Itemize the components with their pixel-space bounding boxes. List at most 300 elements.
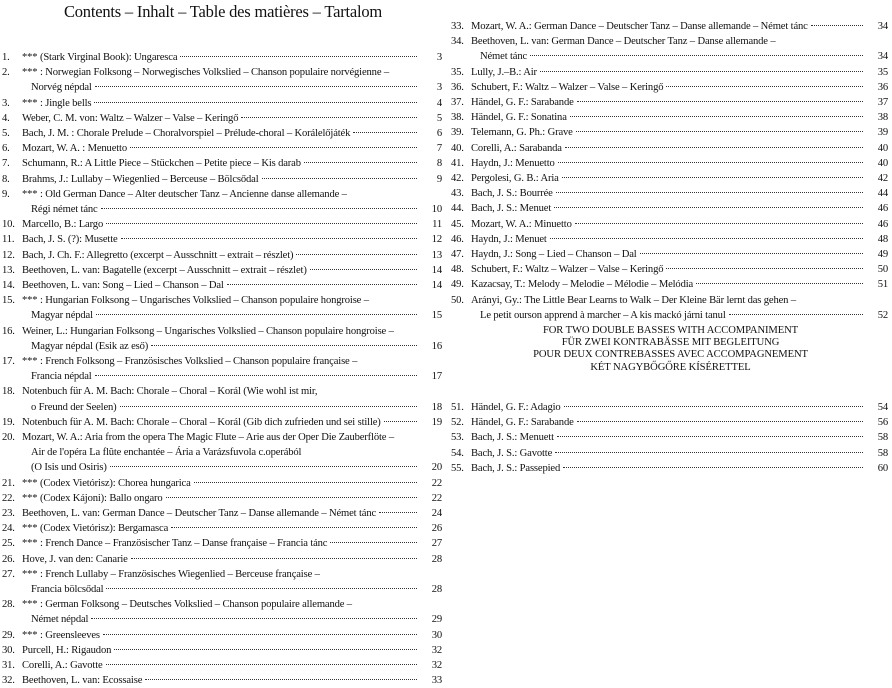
toc-entry	[449, 262, 892, 277]
entry-number: 54.	[451, 447, 464, 459]
entry-number: 27.	[2, 568, 15, 580]
entry-title-line	[22, 521, 420, 536]
entry-page-number: 16	[431, 340, 442, 352]
entry-page-number: 27	[431, 538, 442, 550]
entry-page-number: 46	[877, 203, 888, 215]
dot-leader	[106, 587, 417, 589]
entry-page-number: 7	[436, 143, 442, 155]
entry-title-text: Brahms, J.: Lullaby – Wiegenlied – Berceuse – Bölcsődal	[22, 173, 259, 185]
entry-title-text: *** (Codex Kájoni): Ballo ongaro	[22, 492, 163, 504]
entry-page-number: 32	[431, 644, 442, 656]
dot-leader	[103, 633, 417, 635]
dot-leader	[379, 511, 417, 513]
dot-leader	[384, 420, 417, 422]
entry-title-line	[471, 430, 866, 445]
entry-title-text: Beethoven, L. van: Bagatelle (excerpt – Ausschnitt – extrait – részlet)	[22, 264, 307, 276]
toc-entry	[449, 446, 892, 461]
dot-leader	[564, 405, 863, 407]
entry-title-text: Haydn, J.: Menuetto	[471, 157, 555, 169]
dot-leader	[577, 100, 863, 102]
entry-title-text: Bach, J. S. (?): Musette	[22, 234, 118, 246]
dot-leader	[171, 526, 417, 528]
entry-page-number: 34	[877, 51, 888, 63]
entry-page-number: 19	[431, 416, 442, 428]
toc-entry	[0, 248, 446, 263]
entry-title-line	[22, 658, 420, 673]
entry-title-text: Kazacsay, T.: Melody – Melodie – Mélodie – Melódia	[471, 279, 694, 291]
entry-title-line	[22, 278, 420, 293]
dot-leader	[96, 313, 417, 315]
entry-title-text: *** : French Lullaby – Französisches Wiegenlied – Berceuse française –	[22, 568, 320, 580]
entry-title-line	[471, 19, 866, 34]
entry-page-number: 54	[877, 402, 888, 413]
dot-leader	[101, 207, 417, 209]
dot-leader	[106, 222, 417, 224]
entry-title-line	[471, 171, 866, 186]
entry-number: 28.	[2, 599, 15, 611]
toc-entry	[449, 277, 892, 292]
entry-number: 2.	[2, 67, 10, 79]
entry-page-number: 52	[877, 309, 888, 321]
entry-page-number: 56	[877, 417, 888, 429]
entry-title-line	[22, 673, 420, 688]
entry-number: 46.	[451, 233, 464, 245]
entry-title-line	[22, 126, 420, 141]
toc-entry	[0, 430, 446, 476]
heading-line: POUR DEUX CONTREBASSES AVEC ACCOMPAGNEMENT	[533, 349, 808, 361]
toc-entry	[0, 476, 446, 491]
entry-title-text: Beethoven, L. van: German Dance – Deutscher Tanz – Danse allemande –	[471, 36, 776, 48]
entry-number: 29.	[2, 629, 15, 641]
entry-page-number: 3	[436, 52, 442, 63]
entry-title-line	[22, 445, 420, 460]
toc-entry	[0, 324, 446, 354]
entry-title-line	[22, 187, 420, 202]
entry-page-number: 40	[877, 157, 888, 169]
entry-page-number: 34	[877, 21, 888, 32]
entry-page-number: 5	[436, 112, 442, 124]
toc-entry	[449, 430, 892, 445]
toc-entry	[0, 217, 446, 232]
entry-title-text: *** : Norwegian Folksong – Norwegisches Volkslied – Chanson populaire norvégienne –	[22, 67, 390, 79]
entry-title-text: *** : French Dance – Französischer Tanz – Danse française – Francia tánc	[22, 538, 328, 550]
entry-number: 44.	[451, 203, 464, 215]
entry-page-number: 44	[877, 188, 888, 200]
dot-leader	[570, 115, 863, 117]
heading-line: FOR TWO DOUBLE BASSES WITH ACCOMPANIMENT	[542, 325, 799, 336]
dot-leader	[95, 374, 417, 376]
toc-entry	[0, 126, 446, 141]
entry-number: 48.	[451, 264, 464, 276]
entry-title-text: Beethoven, L. van: Song – Lied – Chanson – Dal	[22, 280, 224, 291]
entry-page-number: 20	[431, 462, 442, 474]
entry-title-text: Schumann, R.: A Little Piece – Stückchen – Petite piece – Kis darab	[22, 158, 301, 170]
entry-title-line	[471, 247, 866, 262]
entry-title-text: Bach, J. S.: Menuet	[471, 203, 552, 215]
entry-title-line	[22, 400, 420, 415]
entry-page-number: 35	[877, 66, 888, 78]
entry-number: 19.	[2, 416, 15, 428]
entry-page-number: 22	[431, 477, 442, 489]
entry-title-line	[471, 125, 866, 140]
toc-entry	[449, 80, 892, 95]
toc-entry	[0, 278, 446, 293]
toc-entry	[0, 65, 446, 95]
entry-page-number: 29	[431, 614, 442, 626]
entry-page-number: 26	[431, 523, 442, 535]
entry-title-line	[471, 201, 866, 216]
entry-page-number: 51	[877, 279, 888, 291]
dot-leader	[262, 177, 418, 179]
entry-title-line	[22, 476, 420, 491]
entry-title-line	[22, 506, 420, 521]
toc-entry	[0, 552, 446, 567]
entry-title-text: Hove, J. van den: Canarie	[22, 553, 128, 565]
entry-title-text: Weiner, L.: Hungarian Folksong – Ungarisches Volkslied – Chanson populaire hongroise –	[22, 325, 394, 337]
entry-title-text: o Freund der Seelen)	[31, 401, 117, 413]
dot-leader	[121, 237, 417, 239]
entry-page-number: 58	[877, 447, 888, 459]
toc-entry	[0, 50, 446, 65]
entry-page-number: 17	[431, 371, 442, 383]
entry-page-number: 42	[877, 173, 888, 184]
entry-title-text: Bach, J. S.: Passepied	[471, 462, 561, 474]
entry-number: 36.	[451, 81, 464, 93]
entry-title-text: Francia bölcsődal	[31, 583, 104, 595]
entry-number: 17.	[2, 356, 15, 367]
entry-page-number: 38	[877, 112, 888, 124]
entry-number: 39.	[451, 127, 464, 139]
entry-title-line	[471, 34, 866, 49]
entry-number: 40.	[451, 142, 464, 154]
entry-title-line	[22, 141, 420, 156]
entry-title-line	[22, 597, 420, 612]
entry-title-text: Bach, J. M. : Chorale Prelude – Choralvorspiel – Prélude-choral – Korálelőjáték	[22, 128, 351, 139]
entry-title-line	[471, 141, 866, 156]
toc-entry	[449, 171, 892, 186]
entry-number: 11.	[2, 234, 15, 246]
entry-title-line	[471, 49, 866, 64]
entry-title-line	[471, 277, 866, 292]
entry-number: 30.	[2, 644, 15, 656]
entry-page-number: 37	[877, 97, 888, 108]
entry-number: 4.	[2, 112, 10, 124]
dot-leader	[145, 678, 417, 680]
entry-page-number: 6	[436, 128, 442, 139]
toc-entry	[449, 415, 892, 430]
entry-title-text: Arányi, Gy.: The Little Bear Learns to Walk – Der Kleine Bär lernt das gehen –	[471, 294, 796, 306]
entry-page-number: 15	[431, 310, 442, 322]
entry-number: 35.	[451, 66, 464, 78]
entry-number: 50.	[451, 294, 464, 306]
entry-title-text: Corelli, A.: Gavotte	[22, 660, 103, 671]
accompaniment-heading	[449, 325, 892, 374]
entry-title-line	[22, 567, 420, 582]
entry-title-line	[22, 628, 420, 643]
entry-title-line	[22, 248, 420, 263]
entry-number: 9.	[2, 188, 10, 200]
dot-leader	[330, 541, 417, 543]
dot-leader	[577, 420, 863, 422]
dot-leader	[811, 24, 863, 26]
dot-leader	[550, 237, 863, 239]
entry-page-number: 60	[877, 462, 888, 474]
entry-number: 6.	[2, 143, 10, 155]
toc-entry	[0, 172, 446, 187]
dot-leader	[729, 313, 863, 315]
dot-leader	[94, 101, 417, 103]
entry-title-text: Francia népdal	[31, 371, 92, 383]
toc-entry	[449, 65, 892, 80]
entry-title-text: Mozart, W. A.: Aria from the opera The Magic Flute – Arie aus der Oper Die Zauberflöte –	[22, 432, 394, 443]
dot-leader	[180, 55, 417, 57]
entry-number: 49.	[451, 279, 464, 291]
dot-leader	[310, 268, 417, 270]
toc-entry	[449, 217, 892, 232]
entry-title-line	[471, 293, 866, 308]
toc-entry	[0, 643, 446, 658]
toc-entry	[449, 232, 892, 247]
dot-leader	[95, 85, 417, 87]
entry-number: 10.	[2, 219, 15, 231]
entry-title-line	[22, 293, 420, 308]
toc-entry	[449, 141, 892, 156]
entry-title-text: Haydn, J.: Song – Lied – Chanson – Dal	[471, 249, 637, 260]
entry-title-text: Corelli, A.: Sarabanda	[471, 142, 562, 154]
entry-number: 22.	[2, 492, 15, 504]
entry-page-number: 12	[431, 234, 442, 246]
entry-title-text: Pergolesi, G. B.: Aria	[471, 173, 559, 184]
toc-entry	[0, 673, 446, 688]
dot-leader	[554, 206, 863, 208]
entry-title-text: Beethoven, L. van: German Dance – Deutscher Tanz – Danse allemande – Német tánc	[22, 508, 377, 519]
entry-title-line	[471, 232, 866, 247]
entry-title-line	[22, 80, 420, 95]
toc-entry	[0, 506, 446, 521]
entry-page-number: 9	[436, 173, 442, 185]
dot-leader	[131, 557, 417, 559]
toc-entry	[0, 187, 446, 217]
entry-title-text: Schubert, F.: Waltz – Walzer – Valse – Keringő	[471, 81, 664, 93]
dot-leader	[530, 54, 863, 56]
entry-title-text: Német tánc	[480, 51, 528, 63]
entry-page-number: 30	[431, 629, 442, 641]
entry-page-number: 13	[431, 249, 442, 261]
entry-title-line	[22, 324, 420, 339]
dot-leader	[562, 176, 863, 178]
toc-entry	[449, 186, 892, 201]
entry-title-line	[22, 217, 420, 232]
entry-title-text: Telemann, G. Ph.: Grave	[471, 127, 573, 139]
toc-entry	[449, 201, 892, 216]
entry-title-line	[22, 156, 420, 171]
entry-number: 7.	[2, 158, 10, 170]
dot-leader	[106, 663, 417, 665]
entry-title-line	[471, 262, 866, 277]
entry-page-number: 58	[877, 432, 888, 444]
entry-page-number: 14	[431, 280, 442, 291]
entry-title-line	[471, 415, 866, 430]
entry-title-line	[22, 50, 420, 65]
entry-page-number: 48	[877, 233, 888, 245]
entry-title-line	[471, 65, 866, 80]
entry-number: 26.	[2, 553, 15, 565]
dot-leader	[166, 496, 417, 498]
entry-title-text: Lully, J.–B.: Air	[471, 66, 537, 78]
entry-title-text: Bach, J. Ch. F.: Allegretto (excerpt – Ausschnitt – extrait – részlet)	[22, 249, 294, 261]
entry-page-number: 28	[431, 553, 442, 565]
entry-title-text: Mozart, W. A.: Minuetto	[471, 218, 572, 230]
toc-entry	[0, 415, 446, 430]
toc-entry	[449, 19, 892, 34]
dot-leader	[563, 466, 863, 468]
entry-title-text: Régi német tánc	[31, 203, 98, 215]
entry-title-line	[22, 415, 420, 430]
dot-leader	[194, 481, 417, 483]
dot-leader	[666, 267, 863, 269]
entry-number: 51.	[451, 402, 464, 413]
toc-entry	[0, 354, 446, 384]
entry-title-text: Notenbuch für A. M. Bach: Chorale – Choral – Korál (Wie wohl ist mir,	[22, 386, 318, 398]
entry-title-text: *** (Codex Vietórisz): Bergamasca	[22, 523, 169, 535]
entry-title-text: *** (Stark Virginal Book): Ungaresca	[22, 52, 178, 63]
entry-title-line	[471, 80, 866, 95]
entry-number: 33.	[451, 21, 464, 32]
toc-entry	[449, 293, 892, 323]
dot-leader	[666, 85, 863, 87]
entry-title-text: *** : Jingle bells	[22, 97, 92, 109]
entry-title-line	[22, 111, 420, 126]
entry-title-line	[22, 460, 420, 475]
entry-page-number: 46	[877, 218, 888, 230]
toc-entry	[0, 536, 446, 551]
entry-number: 1.	[2, 52, 10, 63]
entry-number: 5.	[2, 128, 10, 139]
toc-entry	[0, 384, 446, 414]
dot-leader	[241, 116, 417, 118]
entry-number: 15.	[2, 295, 15, 307]
dot-leader	[151, 344, 417, 346]
entry-title-text: *** : Old German Dance – Alter deutscher Tanz – Ancienne danse allemande –	[22, 188, 347, 200]
toc-entry	[449, 110, 892, 125]
entry-title-line	[22, 552, 420, 567]
dot-leader	[575, 222, 863, 224]
dot-leader	[114, 648, 417, 650]
entry-number: 32.	[2, 675, 15, 687]
dot-leader	[555, 451, 863, 453]
entry-title-line	[22, 536, 420, 551]
dot-leader	[130, 146, 417, 148]
entry-number: 42.	[451, 173, 464, 184]
entry-title-text: Mozart, W. A. : Menuetto	[22, 143, 127, 155]
entry-title-line	[22, 354, 420, 369]
toc-entry	[449, 400, 892, 415]
entry-title-line	[22, 339, 420, 354]
entry-title-line	[471, 95, 866, 110]
entry-page-number: 50	[877, 264, 888, 276]
entry-title-text: Händel, G. F.: Sarabande	[471, 97, 574, 108]
entry-page-number: 36	[877, 81, 888, 93]
entry-title-text: *** : French Folksong – Französisches Volkslied – Chanson populaire française –	[22, 356, 358, 367]
dot-leader	[110, 465, 417, 467]
dot-leader	[558, 161, 863, 163]
entry-title-text: *** : Hungarian Folksong – Ungarisches Volkslied – Chanson populaire hongroise –	[22, 295, 369, 307]
entry-number: 14.	[2, 280, 15, 291]
toc-entry	[0, 491, 446, 506]
entry-number: 23.	[2, 508, 15, 519]
entry-page-number: 3	[436, 82, 442, 94]
toc-entry	[0, 111, 446, 126]
toc-entry	[0, 96, 446, 111]
toc-entry	[449, 156, 892, 171]
entry-title-text: (O Isis und Osiris)	[31, 462, 107, 474]
entry-page-number: 24	[431, 508, 442, 519]
entry-number: 55.	[451, 462, 464, 474]
entry-title-text: Air de l'opéra La flûte enchantée – Ária a Varázsfuvola c.operából	[31, 447, 302, 459]
entry-title-text: Norvég népdal	[31, 82, 92, 94]
entry-number: 16.	[2, 325, 15, 337]
entry-title-text: Purcell, H.: Rigaudon	[22, 644, 112, 656]
entry-title-line	[471, 308, 866, 323]
toc-entry	[449, 95, 892, 110]
entry-title-line	[471, 400, 866, 415]
entry-title-text: Bach, J. S.: Gavotte	[471, 447, 553, 459]
dot-leader	[565, 146, 863, 148]
toc-entry	[0, 628, 446, 643]
entry-title-line	[22, 612, 420, 627]
entry-number: 45.	[451, 218, 464, 230]
entry-number: 18.	[2, 386, 15, 398]
dot-leader	[304, 161, 417, 163]
entry-title-line	[22, 308, 420, 323]
dot-leader	[640, 252, 863, 254]
entry-number: 41.	[451, 157, 464, 169]
entry-page-number: 10	[431, 203, 442, 215]
entry-title-line	[471, 217, 866, 232]
entry-title-line	[471, 461, 866, 476]
entry-page-number: 33	[431, 675, 442, 687]
entry-title-text: Haydn, J.: Menuet	[471, 233, 547, 245]
entry-title-line	[22, 202, 420, 217]
heading-line: FÜR ZWEI KONTRABÄSSE MIT BEGLEITUNG	[561, 337, 780, 349]
toc-entry	[0, 567, 446, 597]
dot-leader	[91, 617, 417, 619]
toc-entry	[449, 247, 892, 262]
entry-number: 21.	[2, 477, 15, 489]
entry-page-number: 28	[431, 583, 442, 595]
entry-title-text: Händel, G. F.: Sonatina	[471, 112, 567, 124]
entry-title-line	[22, 65, 420, 80]
entry-title-line	[22, 430, 420, 445]
entry-number: 53.	[451, 432, 464, 444]
entry-title-text: Német népdal	[31, 614, 89, 626]
entry-number: 24.	[2, 523, 15, 535]
entry-page-number: 40	[877, 142, 888, 154]
entry-title-text: Magyar népdal (Esik az eső)	[31, 340, 149, 352]
entry-number: 52.	[451, 417, 464, 429]
entry-title-text: Magyar népdal	[31, 310, 93, 322]
entry-title-line	[22, 369, 420, 384]
dot-leader	[540, 70, 863, 72]
dot-leader	[353, 131, 417, 133]
entry-page-number: 8	[436, 158, 442, 170]
entry-page-number: 14	[431, 264, 442, 276]
entry-title-line	[471, 110, 866, 125]
dot-leader	[120, 405, 417, 407]
entry-page-number: 49	[877, 249, 888, 260]
entry-page-number: 39	[877, 127, 888, 139]
toc-entry	[0, 658, 446, 673]
